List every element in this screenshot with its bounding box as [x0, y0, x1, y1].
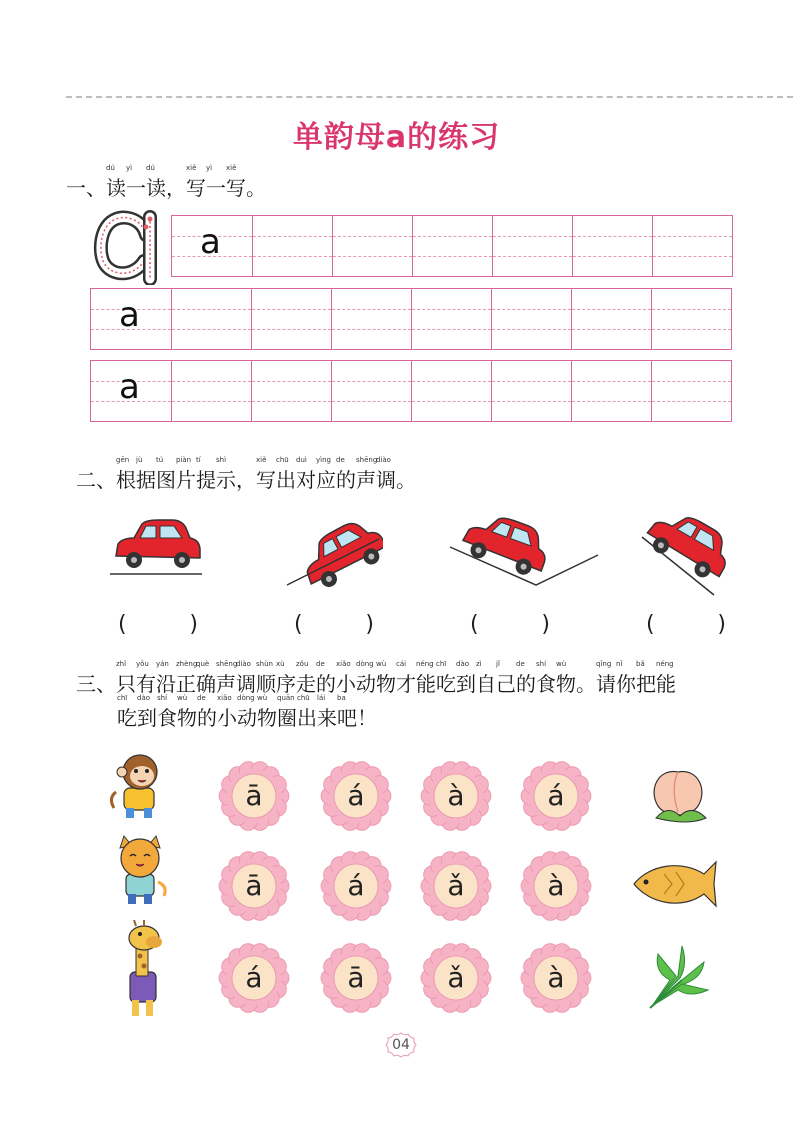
hanzi-text: 读， — [146, 176, 186, 200]
pinyin-annotation: diào — [236, 660, 251, 668]
page-title: 单韵母a的练习 — [292, 120, 501, 155]
writing-cell[interactable] — [331, 289, 411, 349]
section3-heading-line2 — [117, 694, 377, 730]
tone-flower[interactable] — [320, 760, 392, 832]
ruby-char — [216, 660, 238, 696]
ruby-char — [197, 694, 217, 730]
hanzi-text: 吃 — [436, 672, 456, 696]
car-uphill-tone2 — [283, 505, 383, 587]
section2-heading — [76, 456, 416, 492]
hanzi-text: 二、 — [76, 468, 116, 492]
pinyin-annotation: ba — [337, 694, 346, 702]
hanzi-text: 对 — [296, 468, 316, 492]
pinyin-annotation: shí — [536, 660, 547, 668]
hanzi-text: 沿 — [156, 672, 176, 696]
hanzi-text: 写 — [256, 468, 276, 492]
writing-cell[interactable] — [492, 216, 572, 276]
ruby-char — [226, 164, 266, 200]
hanzi-text: 物 — [376, 672, 396, 696]
ruby-char — [316, 456, 336, 492]
hanzi-text: 动 — [356, 672, 376, 696]
hanzi-text: 调 — [236, 672, 256, 696]
ruby-char — [376, 456, 416, 492]
hanzi-text: 你 — [616, 672, 636, 696]
pinyin-annotation: yǒu — [136, 660, 149, 668]
ruby-char — [137, 694, 157, 730]
answer-parentheses[interactable] — [118, 612, 198, 637]
writing-grid-row-3 — [90, 360, 732, 422]
pinyin-annotation: quān — [277, 694, 295, 702]
pinyin-annotation: dòng — [237, 694, 255, 702]
tone-letter: á — [547, 779, 565, 812]
ruby-char — [176, 660, 198, 696]
car-downhill-tone4 — [640, 505, 740, 597]
car-flat-tone1 — [108, 512, 204, 578]
hanzi-text: 食 — [536, 672, 556, 696]
ruby-char — [616, 660, 636, 696]
pinyin-annotation: dú — [146, 164, 155, 172]
ruby-char — [416, 660, 436, 696]
ruby-char — [156, 660, 176, 696]
pinyin-annotation: wù — [257, 694, 268, 702]
ruby-char — [296, 456, 316, 492]
writing-cell[interactable] — [252, 216, 332, 276]
ruby-char — [156, 456, 176, 492]
pinyin-annotation: què — [196, 660, 210, 668]
pinyin-annotation: chī — [436, 660, 447, 668]
hanzi-text: 三、 — [76, 672, 116, 696]
hanzi-text: 的 — [197, 706, 217, 730]
hanzi-text: 的 — [516, 672, 536, 696]
hanzi-text: 圈 — [277, 706, 297, 730]
writing-cell[interactable] — [652, 216, 732, 276]
hanzi-text: 提 — [196, 468, 216, 492]
tone-flower[interactable] — [218, 760, 290, 832]
ruby-char — [176, 456, 196, 492]
tone-flower[interactable] — [218, 850, 290, 922]
hanzi-text: 一 — [126, 176, 146, 200]
hanzi-text: 到 — [456, 672, 476, 696]
ruby-char — [336, 456, 356, 492]
hanzi-text: 自 — [476, 672, 496, 696]
hanzi-text: 来 — [317, 706, 337, 730]
writing-cell[interactable] — [331, 361, 411, 421]
hanzi-text: 确 — [196, 672, 216, 696]
car-valley-tone3 — [448, 505, 600, 587]
pinyin-annotation: dào — [456, 660, 470, 668]
hanzi-text: 的 — [316, 672, 336, 696]
hanzi-text: 能 — [656, 672, 676, 696]
ruby-char — [296, 660, 316, 696]
hanzi-text: 吃 — [117, 706, 137, 730]
hanzi-text: 示， — [216, 468, 256, 492]
ruby-char — [136, 660, 156, 696]
ruby-char — [516, 660, 536, 696]
pinyin-annotation: néng — [416, 660, 434, 668]
paren-right: ) — [365, 612, 374, 637]
ruby-char — [146, 164, 186, 200]
ruby-char — [337, 694, 377, 730]
pinyin-annotation: tí — [196, 456, 201, 464]
pinyin-annotation: bǎ — [636, 660, 645, 668]
writing-cell[interactable] — [411, 361, 491, 421]
paren-left: ( — [118, 612, 127, 637]
writing-cell[interactable] — [571, 289, 651, 349]
writing-cell[interactable] — [171, 289, 251, 349]
pinyin-annotation: cái — [396, 660, 407, 668]
writing-cell[interactable] — [571, 361, 651, 421]
tone-flower[interactable] — [320, 942, 392, 1014]
hanzi-text: 动 — [237, 706, 257, 730]
ruby-char — [136, 456, 156, 492]
pinyin-annotation: shí — [157, 694, 168, 702]
ruby-char — [76, 470, 116, 490]
ruby-char — [376, 660, 396, 696]
pinyin-annotation: shùn — [256, 660, 273, 668]
pinyin-annotation: néng — [656, 660, 674, 668]
pinyin-annotation: piàn — [176, 456, 192, 464]
ruby-char — [116, 456, 136, 492]
hanzi-text: 声 — [356, 468, 376, 492]
hanzi-text: 只 — [116, 672, 136, 696]
tone-flower[interactable] — [420, 850, 492, 922]
ruby-char — [237, 694, 257, 730]
ruby-char — [206, 164, 226, 200]
ruby-char — [216, 456, 256, 492]
ruby-char — [117, 694, 137, 730]
writing-cell[interactable] — [332, 216, 412, 276]
ruby-char — [257, 694, 277, 730]
hanzi-text: 己 — [496, 672, 516, 696]
hanzi-text: 吧！ — [337, 706, 377, 730]
hanzi-text: 的 — [336, 468, 356, 492]
paren-left: ( — [470, 612, 479, 637]
ruby-char — [256, 456, 276, 492]
hanzi-text: 读 — [106, 176, 126, 200]
hanzi-text: 请 — [596, 672, 616, 696]
pinyin-annotation: dòng — [356, 660, 374, 668]
pinyin-annotation: xiǎo — [336, 660, 351, 668]
hanzi-text: 小 — [217, 706, 237, 730]
fish-icon — [624, 852, 718, 916]
ruby-char — [496, 660, 516, 696]
top-dashed-divider — [66, 96, 793, 98]
hanzi-text: 物。 — [556, 672, 596, 696]
ruby-char — [336, 660, 356, 696]
pinyin-annotation: jù — [136, 456, 143, 464]
pinyin-annotation: diào — [376, 456, 391, 464]
tone-flower[interactable] — [218, 942, 290, 1014]
cat-icon[interactable] — [108, 834, 174, 908]
pinyin-annotation: chū — [276, 456, 289, 464]
pinyin-annotation: chū — [297, 694, 310, 702]
pinyin-annotation: xiě — [256, 456, 267, 464]
pinyin-annotation: zì — [476, 660, 482, 668]
answer-parentheses[interactable] — [294, 612, 374, 637]
ruby-char — [76, 674, 116, 694]
ruby-char — [556, 660, 596, 696]
peach-icon — [644, 760, 712, 828]
pinyin-annotation: nǐ — [616, 660, 623, 668]
paren-right: ) — [541, 612, 550, 637]
pinyin-annotation: wù — [556, 660, 567, 668]
ruby-char — [66, 178, 106, 198]
ruby-char — [217, 694, 237, 730]
pinyin-annotation: de — [316, 660, 325, 668]
writing-cell[interactable] — [651, 289, 731, 349]
ruby-char — [177, 694, 197, 730]
pinyin-annotation: shì — [216, 456, 227, 464]
tone-flower[interactable] — [420, 942, 492, 1014]
hanzi-text: 物 — [257, 706, 277, 730]
hanzi-text: 据 — [136, 468, 156, 492]
tone-letter: á — [347, 869, 365, 902]
ruby-char — [297, 694, 317, 730]
hanzi-text: 图 — [156, 468, 176, 492]
writing-cell[interactable] — [251, 289, 331, 349]
pinyin-annotation: duì — [296, 456, 307, 464]
tone-flower[interactable] — [520, 942, 592, 1014]
pinyin-annotation: xù — [276, 660, 285, 668]
sample-letter: a — [200, 222, 221, 262]
ruby-char — [116, 660, 136, 696]
tone-flower[interactable] — [520, 760, 592, 832]
hanzi-text: 写。 — [226, 176, 266, 200]
paren-left: ( — [294, 612, 303, 637]
sample-letter: a — [119, 295, 140, 335]
ruby-char — [157, 694, 177, 730]
ruby-char — [256, 660, 276, 696]
writing-cell[interactable] — [411, 289, 491, 349]
pinyin-annotation: zhèng — [176, 660, 198, 668]
hanzi-text: 序 — [276, 672, 296, 696]
ruby-char — [276, 456, 296, 492]
leaf-icon — [642, 940, 712, 1014]
section1-heading — [66, 164, 266, 200]
pinyin-annotation: zǒu — [296, 660, 309, 668]
hanzi-text: 才 — [396, 672, 416, 696]
pinyin-annotation: qǐng — [596, 660, 612, 668]
ruby-char — [536, 660, 556, 696]
monkey-icon[interactable] — [108, 752, 172, 822]
ruby-char — [356, 660, 376, 696]
pinyin-annotation: lái — [317, 694, 326, 702]
pinyin-annotation: shēng — [216, 660, 238, 668]
ruby-char — [596, 660, 616, 696]
pinyin-annotation: jǐ — [496, 660, 500, 668]
tone-letter: ā — [245, 779, 263, 812]
ruby-char — [186, 164, 206, 200]
tone-letter: ā — [245, 869, 263, 902]
ruby-char — [196, 660, 216, 696]
hanzi-text: 应 — [316, 468, 336, 492]
hanzi-text: 走 — [296, 672, 316, 696]
letter-a-stroke-demo — [90, 205, 166, 285]
hanzi-text: 出 — [276, 468, 296, 492]
hanzi-text: 声 — [216, 672, 236, 696]
pinyin-annotation: yìng — [316, 456, 331, 464]
section3-heading — [76, 660, 676, 696]
paren-right: ) — [717, 612, 726, 637]
pinyin-annotation: shēng — [356, 456, 378, 464]
hanzi-text: 小 — [336, 672, 356, 696]
hanzi-text: 把 — [636, 672, 656, 696]
pinyin-annotation: tú — [156, 456, 164, 464]
hanzi-text: 调。 — [376, 468, 416, 492]
ruby-char — [236, 660, 256, 696]
ruby-char — [276, 660, 296, 696]
page-number: 04 — [392, 1037, 410, 1053]
pinyin-annotation: xiě — [186, 164, 197, 172]
tone-letter: á — [347, 779, 365, 812]
writing-cell[interactable] — [172, 216, 252, 276]
hanzi-text: 有 — [136, 672, 156, 696]
writing-cell[interactable] — [412, 216, 492, 276]
tone-letter: ǎ — [447, 869, 465, 902]
ruby-char — [316, 660, 336, 696]
giraffe-icon[interactable] — [110, 920, 170, 1020]
ruby-char — [356, 456, 378, 492]
tone-flower[interactable] — [520, 850, 592, 922]
pinyin-annotation: yì — [126, 164, 133, 172]
pinyin-annotation: gēn — [116, 456, 130, 464]
writing-cell[interactable] — [491, 289, 571, 349]
pinyin-annotation: yán — [156, 660, 169, 668]
pinyin-annotation: wù — [177, 694, 188, 702]
pinyin-annotation: wù — [376, 660, 387, 668]
writing-cell[interactable] — [171, 361, 251, 421]
writing-cell[interactable] — [491, 361, 571, 421]
ruby-char — [656, 660, 676, 696]
hanzi-text: 一、 — [66, 176, 106, 200]
pinyin-annotation: chī — [117, 694, 128, 702]
hanzi-text: 正 — [176, 672, 196, 696]
ruby-char — [476, 660, 496, 696]
hanzi-text: 写 — [186, 176, 206, 200]
tone-letter: à — [547, 961, 565, 994]
ruby-char — [126, 164, 146, 200]
paren-left: ( — [646, 612, 655, 637]
answer-parentheses[interactable] — [646, 612, 726, 637]
writing-cell[interactable] — [651, 361, 731, 421]
writing-grid-row-2 — [90, 288, 732, 350]
writing-cell[interactable] — [91, 361, 171, 421]
pinyin-annotation: zhǐ — [116, 660, 127, 668]
hanzi-text: 到 — [137, 706, 157, 730]
tone-letter: ā — [347, 961, 365, 994]
hanzi-text: 物 — [177, 706, 197, 730]
pinyin-annotation: de — [197, 694, 206, 702]
ruby-char — [196, 456, 216, 492]
hanzi-text: 片 — [176, 468, 196, 492]
paren-right: ) — [189, 612, 198, 637]
hanzi-text: 顺 — [256, 672, 276, 696]
pinyin-annotation: de — [336, 456, 345, 464]
answer-parentheses[interactable] — [470, 612, 550, 637]
tone-letter: á — [245, 961, 263, 994]
writing-cell[interactable] — [572, 216, 652, 276]
hanzi-text: 出 — [297, 706, 317, 730]
pinyin-annotation: xiǎo — [217, 694, 232, 702]
tone-letter: à — [547, 869, 565, 902]
tone-flower[interactable] — [420, 760, 492, 832]
ruby-char — [396, 660, 416, 696]
writing-cell[interactable] — [91, 289, 171, 349]
writing-cell[interactable] — [251, 361, 331, 421]
hanzi-text: 食 — [157, 706, 177, 730]
ruby-char — [456, 660, 476, 696]
pinyin-annotation: yì — [206, 164, 213, 172]
ruby-char — [436, 660, 456, 696]
hanzi-text: 根 — [116, 468, 136, 492]
writing-grid-row-1 — [171, 215, 733, 277]
tone-flower[interactable] — [320, 850, 392, 922]
tone-letter: à — [447, 779, 465, 812]
pinyin-annotation: xiě — [226, 164, 237, 172]
ruby-char — [317, 694, 337, 730]
hanzi-text: 能 — [416, 672, 436, 696]
ruby-char — [106, 164, 126, 200]
ruby-char — [636, 660, 656, 696]
hanzi-text: 一 — [206, 176, 226, 200]
ruby-char — [277, 694, 297, 730]
pinyin-annotation: de — [516, 660, 525, 668]
pinyin-annotation: dào — [137, 694, 151, 702]
tone-letter: ǎ — [447, 961, 465, 994]
pinyin-annotation: dú — [106, 164, 115, 172]
sample-letter: a — [119, 367, 140, 407]
